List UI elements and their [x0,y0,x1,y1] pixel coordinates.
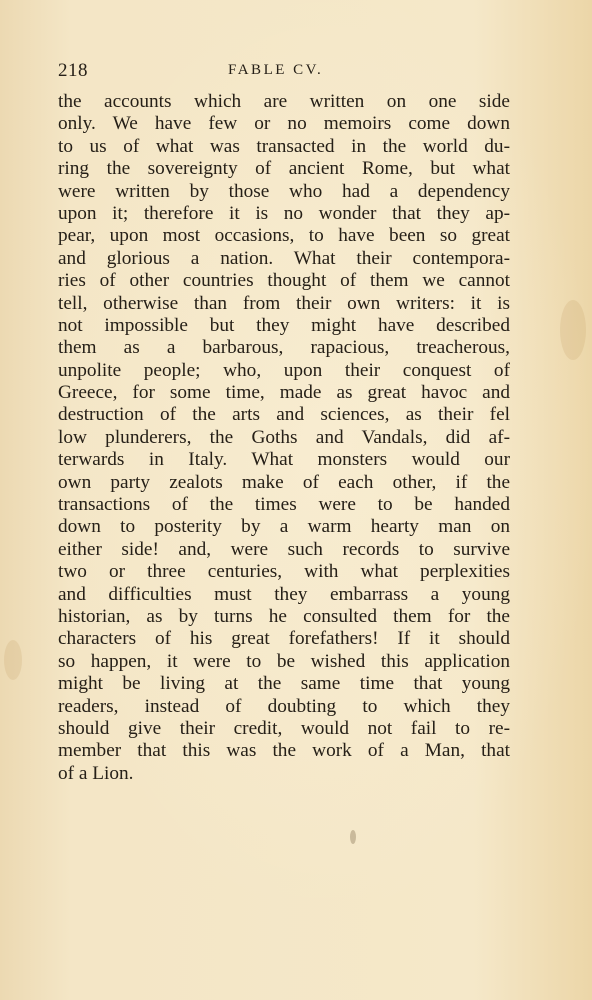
text-line: Greece, for some time, made as great havoc and [58,382,510,404]
text-line: tell, otherwise than from their own writers: it is [58,292,510,314]
text-line: readers, instead of doubting to which they [58,695,510,717]
text-line: should give their credit, would not fail to re- [58,717,510,739]
text-line: down to posterity by a warm hearty man on [58,516,510,538]
text-line: might be living at the same time that young [58,673,510,695]
text-line: them as a barbarous, rapacious, treacherous, [58,337,510,359]
text-line: upon it; therefore it is no wonder that they ap- [58,202,510,224]
running-head: FABLE CV. [228,62,324,78]
text-line: were written by those who had a dependency [58,180,510,202]
text-line: terwards in Italy. What monsters would our [58,449,510,471]
page-header [58,60,513,86]
text-line: characters of his great forefathers! If it should [58,628,510,650]
foxing-stain [350,830,356,844]
text-line: of a Lion. [58,762,134,784]
text-line: destruction of the arts and sciences, as their fel [58,404,510,426]
text-line: unpolite people; who, upon their conquest of [58,359,510,381]
body-text [58,91,510,785]
text-line: the accounts which are written on one side [58,91,510,112]
text-line: two or three centuries, with what perplexities [58,561,510,583]
page-number: 218 [58,60,88,81]
text-line: member that this was the work of a Man, that [58,740,510,762]
text-line: and difficulties must they embarrass a young [58,583,510,605]
text-line: ring the sovereignty of ancient Rome, but what [58,158,510,180]
text-line: so happen, it were to be wished this application [58,650,510,672]
text-line: to us of what was transacted in the world du- [58,135,510,157]
text-line: not impossible but they might have described [58,314,510,336]
text-line: transactions of the times were to be handed [58,494,510,516]
text-line: and glorious a nation. What their contempora- [58,247,510,269]
foxing-stain [560,300,586,360]
foxing-stain [4,640,22,680]
text-line: historian, as by turns he consulted them for the [58,605,510,627]
text-line: ries of other countries thought of them we cannot [58,270,510,292]
text-line: pear, upon most occasions, to have been so great [58,225,510,247]
text-line: low plunderers, the Goths and Vandals, did af- [58,426,510,448]
text-line: own party zealots make of each other, if the [58,471,510,493]
text-line: only. We have few or no memoirs come down [58,113,510,135]
text-line: either side! and, were such records to survive [58,538,510,560]
